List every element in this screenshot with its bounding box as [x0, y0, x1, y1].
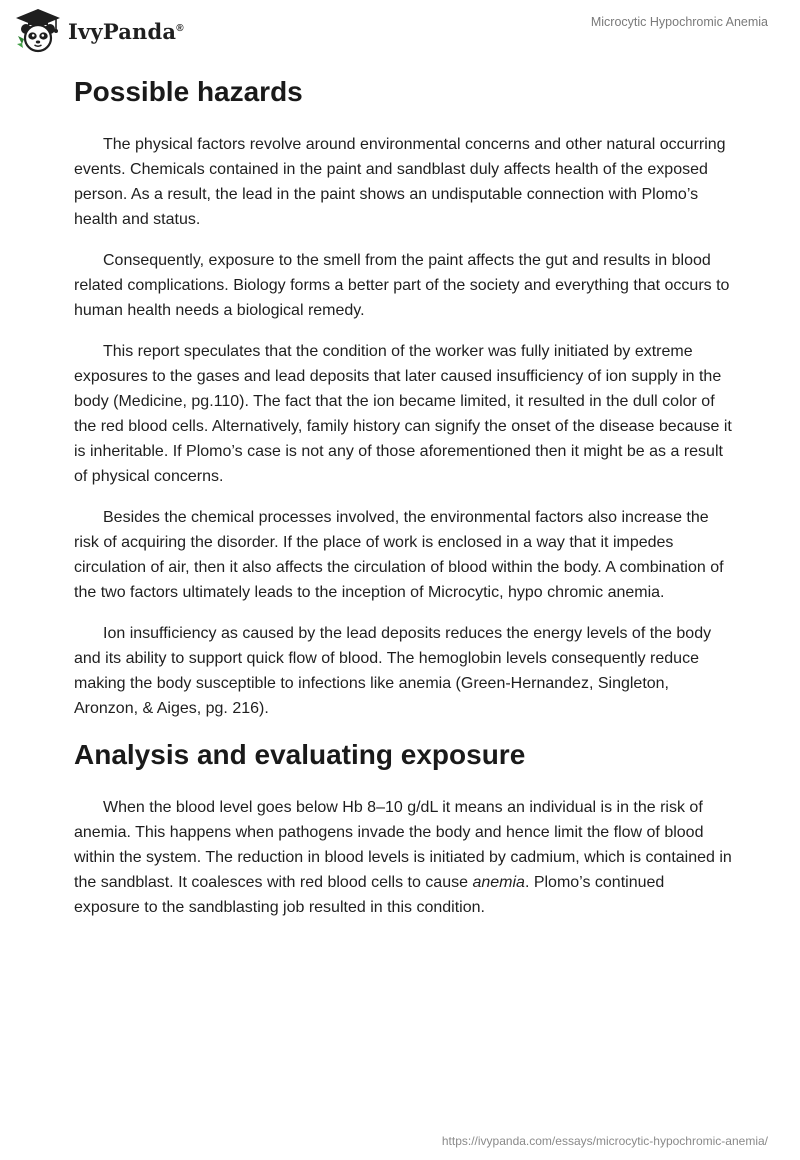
panda-graduation-cap-icon	[14, 6, 62, 54]
page-header	[0, 0, 800, 70]
paragraph: Consequently, exposure to the smell from the paint affects the gut and results in blood related complications. Biology forms a better part of the society and everything that occurs to human health needs a biological remedy.	[74, 252, 730, 319]
document-title: Microcytic Hypochromic Anemia	[590, 15, 768, 29]
ivypanda-logo[interactable]	[14, 6, 184, 54]
italic-term: anemia	[472, 874, 525, 891]
paragraph-text: When the blood level goes below Hb 8–10 g/dL it means an individual is in the risk of anemia. This happens when pathogens invade the body and hence limit the flow of blood within the system. The reduction in blood levels is initiated by cadmium, which is contained in the sandblast. It coalesces with red blood cells to cause	[74, 799, 732, 891]
logo-wordmark: IvyPanda®	[68, 18, 184, 44]
paragraph: The physical factors revolve around environmental concerns and other natural occurring events. Chemicals contained in the paint and sandblast duly affects health of the exposed person. As a result, the lead in the paint shows an undisputable connection with Plomo’s health and status.	[74, 136, 726, 228]
paragraph: This report speculates that the condition of the worker was fully initiated by extreme exposures to the gases and lead deposits that later caused insufficiency of ion supply in the body (Medicine, pg.110). The fact that the ion became limited, it resulted in the dull color of the red blood cells. Alternatively, family history can signify the onset of the disease because it is inheritable. If Plomo’s case is not any of those aforementioned then it might be as a result of physical concerns.	[74, 343, 732, 485]
section-heading-analysis: Analysis and evaluating exposure	[74, 739, 526, 770]
paragraph	[74, 795, 734, 920]
source-url-link[interactable]: https://ivypanda.com/essays/microcytic-hypochromic-anemia/	[441, 1134, 768, 1148]
essay-content	[74, 70, 734, 936]
registered-mark: ®	[176, 22, 184, 34]
paragraph: Ion insufficiency as caused by the lead deposits reduces the energy levels of the body and its ability to support quick flow of blood. The hemoglobin levels consequently reduce making the body susceptible to infections like anemia (Green-Hernandez, Singleton, Aronzon, & Aiges, pg. 216).	[74, 625, 712, 717]
paragraph-text: . Plomo’s continued exposure to the sandblasting job resulted in this condition.	[74, 874, 665, 916]
section-heading-possible-hazards: Possible hazards	[74, 76, 303, 107]
paragraph: Besides the chemical processes involved, the environmental factors also increase the risk of acquiring the disorder. If the place of work is enclosed in a way that it impedes circulation of air, then it also affects the circulation of blood within the body. A combination of the two factors ultimately leads to the inception of Microcytic, hypo chromic anemia.	[74, 509, 724, 601]
